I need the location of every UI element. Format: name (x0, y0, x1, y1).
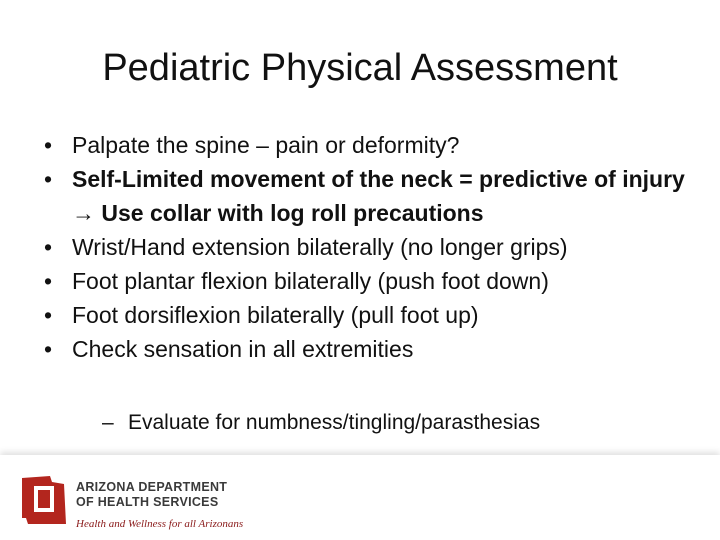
bullet-text-part: Use collar with log roll precautions (101, 200, 484, 226)
bullet-text: Wrist/Hand extension bilaterally (no longer grips) (72, 234, 568, 260)
bullet-marker: • (44, 132, 53, 158)
bullet-marker: • (44, 268, 53, 294)
bullet-text: Foot dorsiflexion bilaterally (pull foot up) (72, 302, 479, 328)
bullet-item (44, 298, 704, 332)
bullet-text (72, 166, 685, 226)
sub-bullet (102, 408, 702, 438)
org-tagline: Health and Wellness for all Arizonans (76, 518, 244, 530)
slide-title: Pediatric Physical Assessment (102, 47, 618, 89)
bullet-marker: • (44, 234, 53, 260)
bullet-marker: • (44, 166, 53, 192)
org-name (76, 480, 227, 510)
bullet-text: Palpate the spine – pain or deformity? (72, 132, 460, 158)
bullet-text-part: Self-Limited movement of the neck = predictive of injury (72, 166, 685, 192)
org-name-line1: ARIZONA DEPARTMENT (76, 480, 228, 494)
bullet-marker: • (44, 336, 53, 362)
bullet-item (44, 162, 704, 230)
arrow-right-icon: → (72, 200, 95, 226)
sub-bullet-marker: – (102, 411, 114, 434)
bullet-text: Check sensation in all extremities (72, 336, 414, 362)
sub-bullet-text: Evaluate for numbness/tingling/parasthesias (128, 411, 541, 434)
bullet-marker: • (44, 302, 53, 328)
org-name-line2: OF HEALTH SERVICES (76, 495, 219, 509)
arizona-state-logo-icon (20, 474, 68, 526)
bullet-item (44, 128, 704, 162)
bullet-list (44, 128, 704, 366)
bullet-item (44, 332, 704, 366)
bullet-item (44, 264, 704, 298)
bullet-text: Foot plantar flexion bilaterally (push foot down) (72, 268, 549, 294)
bullet-item (44, 230, 704, 264)
